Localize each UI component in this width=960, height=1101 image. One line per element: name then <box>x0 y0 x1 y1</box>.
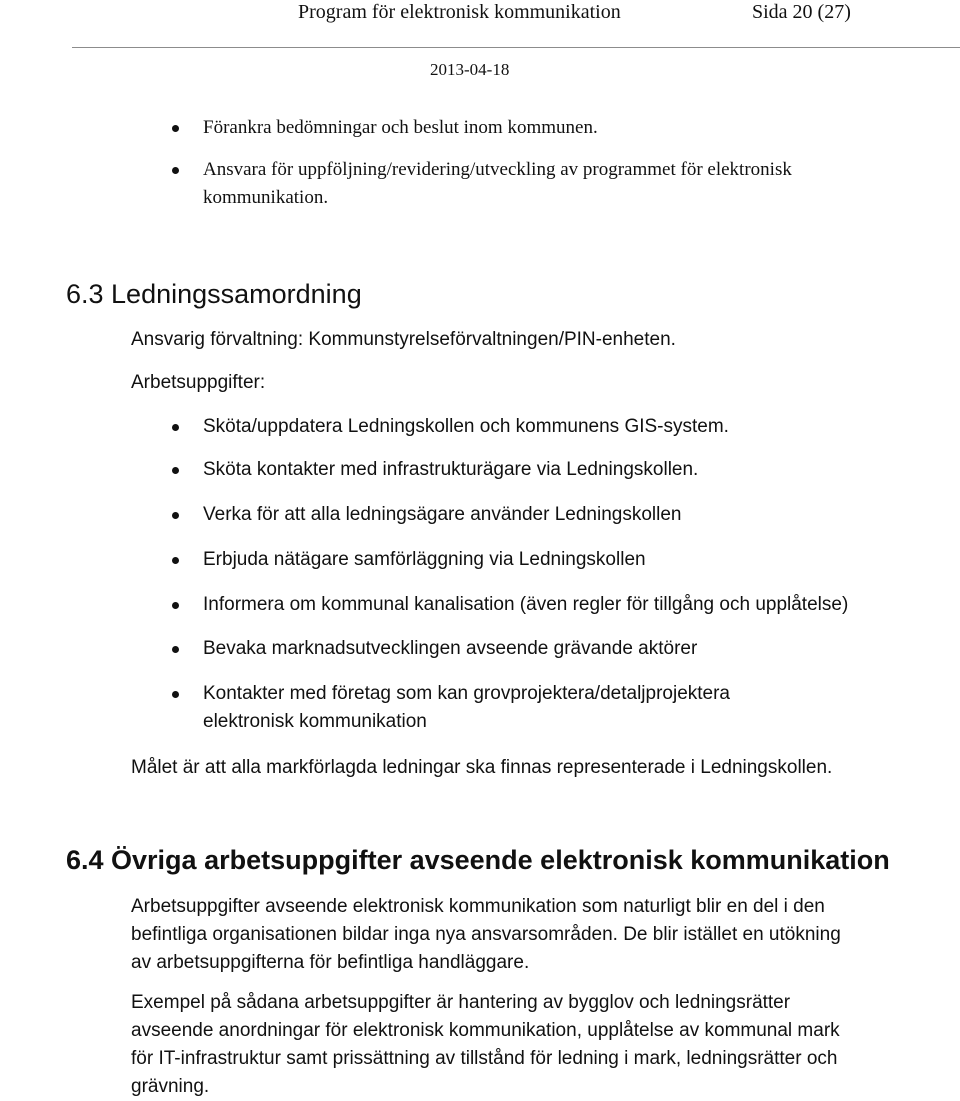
bullet-dot <box>172 602 179 609</box>
paragraph <box>131 989 956 1101</box>
list-item-continuation: elektronisk kommunikation <box>203 711 427 732</box>
list-item-continuation: kommunikation. <box>203 187 329 208</box>
bullet-dot <box>172 424 179 431</box>
list-item: Erbjuda nätägare samförläggning via Ledningskollen <box>203 549 646 570</box>
bullet-dot <box>172 125 179 132</box>
paragraph <box>131 893 956 977</box>
list-item: Ansvara för uppföljning/revidering/utveckling av programmet för elektronisk <box>203 159 792 180</box>
section-heading: 6.4 Övriga arbetsuppgifter avseende elektronisk kommunikation <box>66 845 890 875</box>
bullet-dot <box>172 691 179 698</box>
goal-text: Målet är att alla markförlagda ledningar ska finnas representerade i Ledningskollen. <box>131 757 833 778</box>
list-item: Förankra bedömningar och beslut inom kommunen. <box>203 117 598 138</box>
responsible-text: Ansvarig förvaltning: Kommunstyrelseförvaltningen/PIN-enheten. <box>131 329 676 350</box>
list-item: Verka för att alla ledningsägare använder Ledningskollen <box>203 504 682 525</box>
list-item: Bevaka marknadsutvecklingen avseende grävande aktörer <box>203 638 698 659</box>
paragraph-line: av arbetsuppgifterna för befintliga handläggare. <box>131 952 530 973</box>
paragraph-line: avseende anordningar för elektronisk kommunikation, upplåtelse av kommunal mark <box>131 1020 840 1041</box>
bullet-dot <box>172 512 179 519</box>
list-item: Sköta/uppdatera Ledningskollen och kommunens GIS-system. <box>203 416 729 437</box>
page-number: Sida 20 (27) <box>752 1 851 23</box>
bullet-dot <box>172 557 179 564</box>
section-heading: 6.3 Ledningssamordning <box>66 279 362 309</box>
paragraph-line: Arbetsuppgifter avseende elektronisk kommunikation som naturligt blir en del i den <box>131 896 825 917</box>
paragraph-line: Exempel på sådana arbetsuppgifter är hantering av bygglov och ledningsrätter <box>131 992 791 1013</box>
bullet-dot <box>172 167 179 174</box>
header-date: 2013-04-18 <box>430 60 510 79</box>
header-divider <box>72 47 960 48</box>
list-item: Sköta kontakter med infrastrukturägare via Ledningskollen. <box>203 459 699 480</box>
bullet-dot <box>172 467 179 474</box>
paragraph-line: grävning. <box>131 1076 210 1097</box>
paragraph-line: befintliga organisationen bildar inga nya ansvarsområden. De blir istället en utökning <box>131 924 841 945</box>
list-item: Kontakter med företag som kan grovprojektera/detaljprojektera <box>203 683 730 704</box>
bullet-dot <box>172 646 179 653</box>
list-item: Informera om kommunal kanalisation (även regler för tillgång och upplåtelse) <box>203 594 849 615</box>
tasks-label: Arbetsuppgifter: <box>131 372 266 393</box>
paragraph-line: för IT-infrastruktur samt prissättning av tillstånd för ledning i mark, ledningsrätter och <box>131 1048 838 1069</box>
header-title: Program för elektronisk kommunikation <box>298 1 621 23</box>
